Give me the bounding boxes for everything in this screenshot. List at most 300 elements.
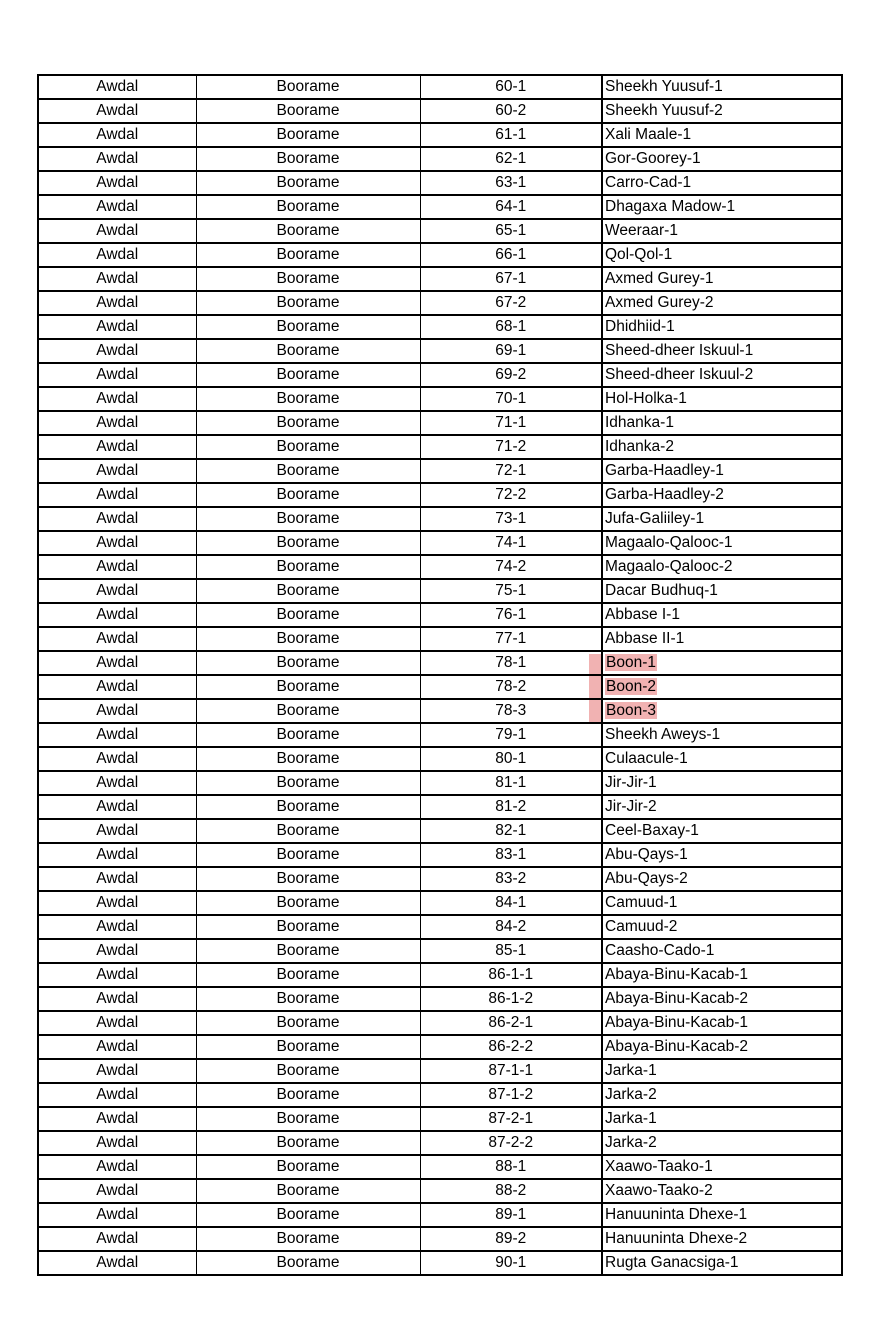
district-cell-text: Boorame <box>276 198 340 215</box>
district-cell <box>196 891 420 915</box>
table-body <box>38 75 842 1275</box>
table-row <box>38 627 842 651</box>
region-cell-text: Awdal <box>96 270 139 287</box>
table-row <box>38 651 842 675</box>
station-code-cell-text: 66-1 <box>495 246 527 263</box>
station-code-cell-text: 81-1 <box>495 774 527 791</box>
station-name-cell-text: Jarka-2 <box>605 1086 657 1103</box>
station-name-cell-text: Abu-Qays-2 <box>605 870 688 887</box>
station-name-cell-text: Abbase II-1 <box>605 630 685 647</box>
station-code-cell-text: 67-1 <box>495 270 527 287</box>
station-name-cell <box>602 1203 842 1227</box>
station-name-cell <box>602 531 842 555</box>
region-cell <box>38 531 196 555</box>
region-cell-text: Awdal <box>96 102 139 119</box>
station-name-cell <box>602 651 842 675</box>
district-cell <box>196 531 420 555</box>
district-cell-text: Boorame <box>276 222 340 239</box>
station-code-cell-text: 86-2-2 <box>488 1038 534 1055</box>
station-name-cell <box>602 99 842 123</box>
region-cell <box>38 99 196 123</box>
station-name-cell <box>602 315 842 339</box>
station-name-cell <box>602 75 842 99</box>
region-cell-text: Awdal <box>96 582 139 599</box>
station-name-cell-text: Culaacule-1 <box>605 750 688 767</box>
district-cell-text: Boorame <box>276 462 340 479</box>
station-name-cell <box>602 387 842 411</box>
district-cell <box>196 579 420 603</box>
station-code-cell-text: 85-1 <box>495 942 527 959</box>
region-cell <box>38 1035 196 1059</box>
district-cell <box>196 795 420 819</box>
station-name-cell-text: Sheekh Yuusuf-1 <box>605 78 723 95</box>
station-code-cell-text: 63-1 <box>495 174 527 191</box>
district-cell <box>196 1035 420 1059</box>
station-name-cell <box>602 867 842 891</box>
region-cell <box>38 267 196 291</box>
region-cell-text: Awdal <box>96 822 139 839</box>
region-cell <box>38 1251 196 1275</box>
station-name-cell-text: Weeraar-1 <box>605 222 678 239</box>
district-cell-text: Boorame <box>276 438 340 455</box>
table-row <box>38 891 842 915</box>
region-cell <box>38 555 196 579</box>
district-cell <box>196 435 420 459</box>
district-cell-text: Boorame <box>276 1206 340 1223</box>
district-cell-text: Boorame <box>276 390 340 407</box>
station-name-cell-text: Axmed Gurey-2 <box>605 294 714 311</box>
district-cell <box>196 315 420 339</box>
district-cell <box>196 243 420 267</box>
station-code-cell <box>420 579 602 603</box>
district-cell-text: Boorame <box>276 798 340 815</box>
district-cell <box>196 915 420 939</box>
table-row <box>38 555 842 579</box>
region-cell <box>38 219 196 243</box>
station-name-cell-text: Abbase I-1 <box>605 606 680 623</box>
table-row <box>38 339 842 363</box>
station-name-cell-text: Xali Maale-1 <box>605 126 692 143</box>
region-cell-text: Awdal <box>96 630 139 647</box>
district-cell-text: Boorame <box>276 270 340 287</box>
table-row <box>38 459 842 483</box>
station-code-cell-text: 87-2-1 <box>488 1110 534 1127</box>
region-cell-text: Awdal <box>96 222 139 239</box>
region-cell <box>38 507 196 531</box>
station-code-cell-text: 60-1 <box>495 78 527 95</box>
station-name-cell <box>602 795 842 819</box>
region-cell-text: Awdal <box>96 990 139 1007</box>
district-cell <box>196 699 420 723</box>
region-cell-text: Awdal <box>96 654 139 671</box>
station-name-cell-text: Hanuuninta Dhexe-2 <box>605 1230 748 1247</box>
station-code-cell <box>420 171 602 195</box>
district-cell <box>196 147 420 171</box>
district-cell <box>196 1131 420 1155</box>
station-name-cell-text: Jufa-Galiiley-1 <box>605 510 705 527</box>
table-row <box>38 1251 842 1275</box>
station-code-cell-text: 79-1 <box>495 726 527 743</box>
station-code-cell <box>420 411 602 435</box>
station-code-cell-text: 78-3 <box>495 702 527 719</box>
region-cell <box>38 483 196 507</box>
station-code-cell <box>420 819 602 843</box>
station-name-cell <box>602 291 842 315</box>
station-name-cell <box>602 483 842 507</box>
station-code-cell <box>420 387 602 411</box>
station-name-cell <box>602 1083 842 1107</box>
district-cell <box>196 1203 420 1227</box>
station-code-cell <box>420 1155 602 1179</box>
station-name-cell <box>602 339 842 363</box>
table-row <box>38 315 842 339</box>
region-cell <box>38 1203 196 1227</box>
station-name-cell-text: Idhanka-2 <box>605 438 674 455</box>
region-cell-text: Awdal <box>96 702 139 719</box>
district-cell <box>196 171 420 195</box>
region-cell-text: Awdal <box>96 1182 139 1199</box>
station-code-cell <box>420 243 602 267</box>
station-code-cell-text: 70-1 <box>495 390 527 407</box>
station-name-cell <box>602 1251 842 1275</box>
district-cell <box>196 1227 420 1251</box>
station-code-cell-text: 76-1 <box>495 606 527 623</box>
station-code-cell <box>420 363 602 387</box>
table-row <box>38 1011 842 1035</box>
district-cell <box>196 75 420 99</box>
table-row <box>38 579 842 603</box>
region-cell-text: Awdal <box>96 774 139 791</box>
region-cell-text: Awdal <box>96 966 139 983</box>
station-name-cell <box>602 1107 842 1131</box>
station-name-cell <box>602 1059 842 1083</box>
district-cell-text: Boorame <box>276 750 340 767</box>
station-name-cell <box>602 1179 842 1203</box>
region-cell-text: Awdal <box>96 534 139 551</box>
station-code-cell <box>420 267 602 291</box>
station-name-cell <box>602 987 842 1011</box>
region-cell-text: Awdal <box>96 870 139 887</box>
station-code-cell-text: 88-2 <box>495 1182 527 1199</box>
station-name-cell-text: Jarka-1 <box>605 1062 657 1079</box>
region-cell <box>38 819 196 843</box>
district-cell <box>196 339 420 363</box>
station-name-cell-text: Camuud-1 <box>605 894 678 911</box>
station-code-cell <box>420 147 602 171</box>
region-cell <box>38 315 196 339</box>
district-cell <box>196 843 420 867</box>
station-name-cell <box>602 723 842 747</box>
region-cell-text: Awdal <box>96 1062 139 1079</box>
station-code-cell-text: 62-1 <box>495 150 527 167</box>
district-cell-text: Boorame <box>276 102 340 119</box>
district-cell <box>196 819 420 843</box>
station-code-cell-text: 69-2 <box>495 366 527 383</box>
station-code-cell-text: 72-1 <box>495 462 527 479</box>
station-code-cell-text: 60-2 <box>495 102 527 119</box>
region-cell <box>38 747 196 771</box>
district-cell-text: Boorame <box>276 534 340 551</box>
station-name-cell <box>602 411 842 435</box>
station-name-cell <box>602 843 842 867</box>
station-name-cell-text: Qol-Qol-1 <box>605 246 673 263</box>
station-name-cell-text: Camuud-2 <box>605 918 678 935</box>
table-row <box>38 1203 842 1227</box>
station-name-cell <box>602 915 842 939</box>
station-name-cell-text: Hanuuninta Dhexe-1 <box>605 1206 748 1223</box>
station-code-cell-text: 69-1 <box>495 342 527 359</box>
station-name-cell-text: Hol-Holka-1 <box>605 390 687 407</box>
table-row <box>38 1107 842 1131</box>
station-code-cell-text: 87-1-2 <box>488 1086 534 1103</box>
district-cell-text: Boorame <box>276 1158 340 1175</box>
table-row <box>38 171 842 195</box>
region-cell <box>38 579 196 603</box>
station-name-cell <box>602 171 842 195</box>
station-code-cell <box>420 939 602 963</box>
table-row <box>38 411 842 435</box>
station-name-cell <box>602 1155 842 1179</box>
district-cell-text: Boorame <box>276 678 340 695</box>
station-code-cell <box>420 1227 602 1251</box>
station-name-cell-text: Rugta Ganacsiga-1 <box>605 1254 739 1271</box>
station-code-cell <box>420 843 602 867</box>
region-cell-text: Awdal <box>96 126 139 143</box>
district-cell-text: Boorame <box>276 486 340 503</box>
region-cell-text: Awdal <box>96 1086 139 1103</box>
highlighted-station-name: Boon-1 <box>606 654 656 671</box>
region-cell-text: Awdal <box>96 318 139 335</box>
district-cell <box>196 1083 420 1107</box>
district-cell-text: Boorame <box>276 918 340 935</box>
district-cell <box>196 483 420 507</box>
region-cell <box>38 1155 196 1179</box>
district-cell-text: Boorame <box>276 558 340 575</box>
region-cell <box>38 867 196 891</box>
station-code-cell-text: 88-1 <box>495 1158 527 1175</box>
station-code-cell-text: 84-1 <box>495 894 527 911</box>
station-name-cell <box>602 939 842 963</box>
table-row <box>38 795 842 819</box>
station-name-cell <box>602 555 842 579</box>
station-name-cell-text: Magaalo-Qalooc-1 <box>605 534 733 551</box>
station-name-cell-text: Xaawo-Taako-2 <box>605 1182 713 1199</box>
station-name-cell-text: Dhidhiid-1 <box>605 318 675 335</box>
region-cell-text: Awdal <box>96 174 139 191</box>
station-code-cell <box>420 699 602 723</box>
polling-station-table <box>37 74 843 1276</box>
station-code-cell <box>420 1011 602 1035</box>
region-cell <box>38 1011 196 1035</box>
station-name-cell-text: Xaawo-Taako-1 <box>605 1158 713 1175</box>
station-name-cell-text: Idhanka-1 <box>605 414 674 431</box>
station-code-cell <box>420 315 602 339</box>
district-cell-text: Boorame <box>276 1014 340 1031</box>
district-cell-text: Boorame <box>276 150 340 167</box>
table-row <box>38 675 842 699</box>
district-cell <box>196 99 420 123</box>
region-cell-text: Awdal <box>96 798 139 815</box>
table-row <box>38 1131 842 1155</box>
station-code-cell-text: 80-1 <box>495 750 527 767</box>
district-cell <box>196 123 420 147</box>
region-cell-text: Awdal <box>96 942 139 959</box>
region-cell <box>38 75 196 99</box>
station-name-cell-text: Abaya-Binu-Kacab-1 <box>605 1014 749 1031</box>
region-cell <box>38 771 196 795</box>
station-name-cell-text: Abu-Qays-1 <box>605 846 688 863</box>
district-cell-text: Boorame <box>276 822 340 839</box>
district-cell-text: Boorame <box>276 342 340 359</box>
station-name-cell <box>602 819 842 843</box>
region-cell <box>38 363 196 387</box>
region-cell-text: Awdal <box>96 894 139 911</box>
district-cell <box>196 1059 420 1083</box>
region-cell <box>38 1227 196 1251</box>
table-row <box>38 843 842 867</box>
district-cell <box>196 603 420 627</box>
station-code-cell-text: 74-2 <box>495 558 527 575</box>
district-cell-text: Boorame <box>276 654 340 671</box>
station-code-cell <box>420 1179 602 1203</box>
station-code-cell <box>420 747 602 771</box>
district-cell-text: Boorame <box>276 1038 340 1055</box>
station-name-cell <box>602 675 842 699</box>
station-code-cell <box>420 1083 602 1107</box>
region-cell <box>38 1179 196 1203</box>
station-code-cell <box>420 651 602 675</box>
station-code-cell <box>420 915 602 939</box>
station-code-cell-text: 75-1 <box>495 582 527 599</box>
region-cell-text: Awdal <box>96 1014 139 1031</box>
table-row <box>38 1059 842 1083</box>
region-cell <box>38 795 196 819</box>
region-cell-text: Awdal <box>96 1110 139 1127</box>
station-name-cell-text: Ceel-Baxay-1 <box>605 822 699 839</box>
district-cell-text: Boorame <box>276 414 340 431</box>
region-cell <box>38 843 196 867</box>
region-cell-text: Awdal <box>96 246 139 263</box>
station-name-cell-text: Jarka-1 <box>605 1110 657 1127</box>
station-code-cell-text: 65-1 <box>495 222 527 239</box>
district-cell <box>196 1011 420 1035</box>
region-cell <box>38 987 196 1011</box>
station-name-cell-text: Sheekh Aweys-1 <box>605 726 721 743</box>
station-name-cell-text: Dacar Budhuq-1 <box>605 582 718 599</box>
region-cell <box>38 147 196 171</box>
station-name-cell <box>602 1131 842 1155</box>
table-row <box>38 699 842 723</box>
district-cell <box>196 651 420 675</box>
region-cell-text: Awdal <box>96 366 139 383</box>
station-code-cell <box>420 795 602 819</box>
region-cell <box>38 291 196 315</box>
station-name-cell <box>602 603 842 627</box>
station-code-cell <box>420 771 602 795</box>
station-code-cell <box>420 723 602 747</box>
station-name-cell <box>602 147 842 171</box>
region-cell-text: Awdal <box>96 198 139 215</box>
station-code-cell-text: 86-2-1 <box>488 1014 534 1031</box>
station-code-cell <box>420 1035 602 1059</box>
station-code-cell-text: 78-2 <box>495 678 527 695</box>
region-cell-text: Awdal <box>96 1158 139 1175</box>
district-cell <box>196 867 420 891</box>
highlighted-station-name: Boon-2 <box>606 678 656 695</box>
station-code-cell-text: 82-1 <box>495 822 527 839</box>
district-cell <box>196 459 420 483</box>
station-code-cell <box>420 1203 602 1227</box>
station-name-cell-text: Gor-Goorey-1 <box>605 150 701 167</box>
district-cell-text: Boorame <box>276 246 340 263</box>
station-name-cell <box>602 459 842 483</box>
station-code-cell <box>420 75 602 99</box>
table-row <box>38 1227 842 1251</box>
station-code-cell-text: 61-1 <box>495 126 527 143</box>
table-row <box>38 771 842 795</box>
station-name-cell <box>602 195 842 219</box>
table-row <box>38 867 842 891</box>
table-row <box>38 267 842 291</box>
region-cell <box>38 459 196 483</box>
station-name-cell-text: Axmed Gurey-1 <box>605 270 714 287</box>
table-row <box>38 291 842 315</box>
district-cell-text: Boorame <box>276 78 340 95</box>
district-cell <box>196 219 420 243</box>
table-row <box>38 723 842 747</box>
station-code-cell-text: 86-1-1 <box>488 966 534 983</box>
region-cell <box>38 435 196 459</box>
station-name-cell <box>602 243 842 267</box>
table-row <box>38 1083 842 1107</box>
district-cell <box>196 411 420 435</box>
table-row <box>38 219 842 243</box>
district-cell-text: Boorame <box>276 1182 340 1199</box>
table-row <box>38 195 842 219</box>
station-name-cell <box>602 363 842 387</box>
table-row <box>38 435 842 459</box>
district-cell-text: Boorame <box>276 318 340 335</box>
region-cell-text: Awdal <box>96 294 139 311</box>
table-row <box>38 603 842 627</box>
district-cell <box>196 267 420 291</box>
region-cell <box>38 387 196 411</box>
region-cell-text: Awdal <box>96 486 139 503</box>
district-cell-text: Boorame <box>276 1086 340 1103</box>
station-code-cell <box>420 99 602 123</box>
region-cell-text: Awdal <box>96 390 139 407</box>
station-code-cell-text: 84-2 <box>495 918 527 935</box>
region-cell-text: Awdal <box>96 678 139 695</box>
region-cell <box>38 699 196 723</box>
station-code-cell <box>420 1131 602 1155</box>
station-name-cell <box>602 435 842 459</box>
district-cell-text: Boorame <box>276 870 340 887</box>
district-cell-text: Boorame <box>276 366 340 383</box>
district-cell <box>196 771 420 795</box>
station-name-cell-text: Sheekh Yuusuf-2 <box>605 102 723 119</box>
region-cell-text: Awdal <box>96 846 139 863</box>
station-code-cell-text: 67-2 <box>495 294 527 311</box>
station-name-cell-text: Abaya-Binu-Kacab-2 <box>605 990 749 1007</box>
table-row <box>38 987 842 1011</box>
station-code-cell-text: 71-2 <box>495 438 527 455</box>
region-cell <box>38 627 196 651</box>
district-cell <box>196 195 420 219</box>
district-cell <box>196 627 420 651</box>
station-code-cell <box>420 123 602 147</box>
district-cell <box>196 1107 420 1131</box>
